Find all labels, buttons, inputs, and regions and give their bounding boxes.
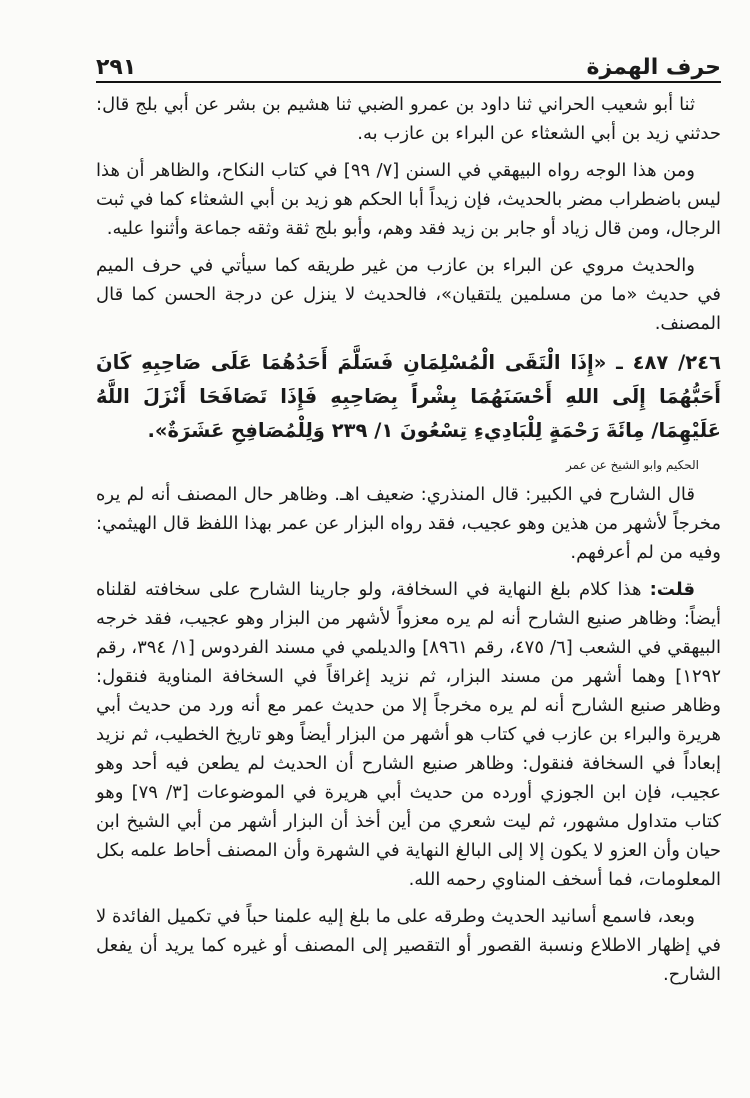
qultu-label: قلت: <box>649 579 695 600</box>
chapter-title: حرف الهمزة <box>586 55 721 80</box>
running-header <box>96 46 721 80</box>
paragraph-bayhaqi: ومن هذا الوجه رواه البيهقي في السنن [٧/ ٩٩] في كتاب النكاح، والظاهر أن هذا ليس باضطراب مضر بالحديث، فإن زيداً أبا الحكم هو زيد بن أبي الشعثاء كما في ثبت الرجال، ومن قال زياد أو جابر بن زيد فقد وهم، وأبو بلج ثقة وثقه جماعة وأثنوا عليه. <box>96 160 721 239</box>
paragraph-bara: والحديث مروي عن البراء بن عازب من غير طريقه كما سيأتي في حرف الميم في حديث «ما من مسلمين يلتقيان»، فالحديث لا ينزل عن درجة الحسن كما قال المصنف. <box>96 255 721 334</box>
hadith-source: الحكيم وابو الشيخ عن عمر <box>566 458 699 472</box>
hadith-number: ٢٤٦/ ٤٨٧ ـ <box>616 351 721 374</box>
hadith-text-end: وَلِلْمُصَافِحِ عَشَرَةٌ». <box>147 419 325 442</box>
qultu-text: هذا كلام بلغ النهاية في السخافة، ولو جارينا الشارح على سخافته لقلناه أيضاً: وظاهر صنيع الشارح أنه لم يره معزواً لأشهر من البزار وهو عجيب، فقد خرجه البيهقي في الشعب [٦/ ٤٧٥، رقم ٨٩٦١] والديلمي في مسند الفردوس [١/ ٣٩٤، رقم ١٢٩٢] وهما أشهر من مسند البزار، ثم نزيد إغراقاً في السخافة المناوية فنقول: وظاهر صنيع الشارح أنه لم يره مخرجاً إلا من حديث عمر مع أنه ورد من حديث أبي هريرة والبراء بن عازب في كتاب هو أشهر من البزار أيضاً وهو تاريخ الخطيب، ثم نزيد إبعاداً في السخافة فنقول: وظاهر صنيع الشارح أن الحديث لم يطعن فيه أحد وهو عجيب، فإن ابن الجوزي أورده من حديث أبي هريرة في الموضوعات [٣/ ٧٩] وهو كتاب متداول مشهور، ثم ليت شعري من أين أخذ أن البزار أشهر من أبي الشيخ ابن حيان وأن العزو لا يكون إلا إلى البالغ النهاية في الشهرة وأن المصنف أحاط علمه بكل المعلومات، فما أسخف المناوي رحمه الله. <box>96 579 721 890</box>
hadith-entry <box>96 346 721 448</box>
hadith-text: «إِذَا الْتَقَى الْمُسْلِمَانِ فَسَلَّمَ أَحَدُهُمَا عَلَى صَاحِبِهِ كَانَ أَحَبُّهُمَا إِلَى اللهِ أَحْسَنَهُمَا بِشْراً بِصَاحِبِهِ فَإِذَا تَصَافَحَا أَنْزَلَ اللَّهُ عَلَيْهِمَا/ مِائَةَ رَحْمَةٍ لِلْبَادِيءِ تِسْعُونَ <box>96 351 721 442</box>
header-rule <box>96 81 721 83</box>
paragraph-closing: وبعد، فاسمع أسانيد الحديث وطرقه على ما بلغ إليه علمنا حباً في تكميل الفائدة لا في إظهار الاطلاع ونسبة القصور أو التقصير إلى المصنف أو غيره كما يريد أن يفعل الشارح. <box>96 906 721 985</box>
main-text <box>96 90 721 997</box>
volume-page-ref: ١/ ٢٣٩ <box>331 419 394 442</box>
paragraph-sharih: قال الشارح في الكبير: قال المنذري: ضعيف اهـ. وظاهر حال المصنف أنه لم يره مخرجاً لأشهر من هذين وهو عجيب، فقد رواه البزار عن عمر بهذا اللفظ قال الهيثمي: وفيه من لم أعرفهم. <box>96 484 721 563</box>
paragraph-isnad: ثنا أبو شعيب الحراني ثنا داود بن عمرو الضبي ثنا هشيم بن بشر عن أبي بلج قال: حدثني زيد بن أبي الشعثاء عن البراء بن عازب به. <box>96 94 721 144</box>
paragraph-qultu <box>96 575 721 894</box>
page-number: ٢٩١ <box>96 55 137 80</box>
